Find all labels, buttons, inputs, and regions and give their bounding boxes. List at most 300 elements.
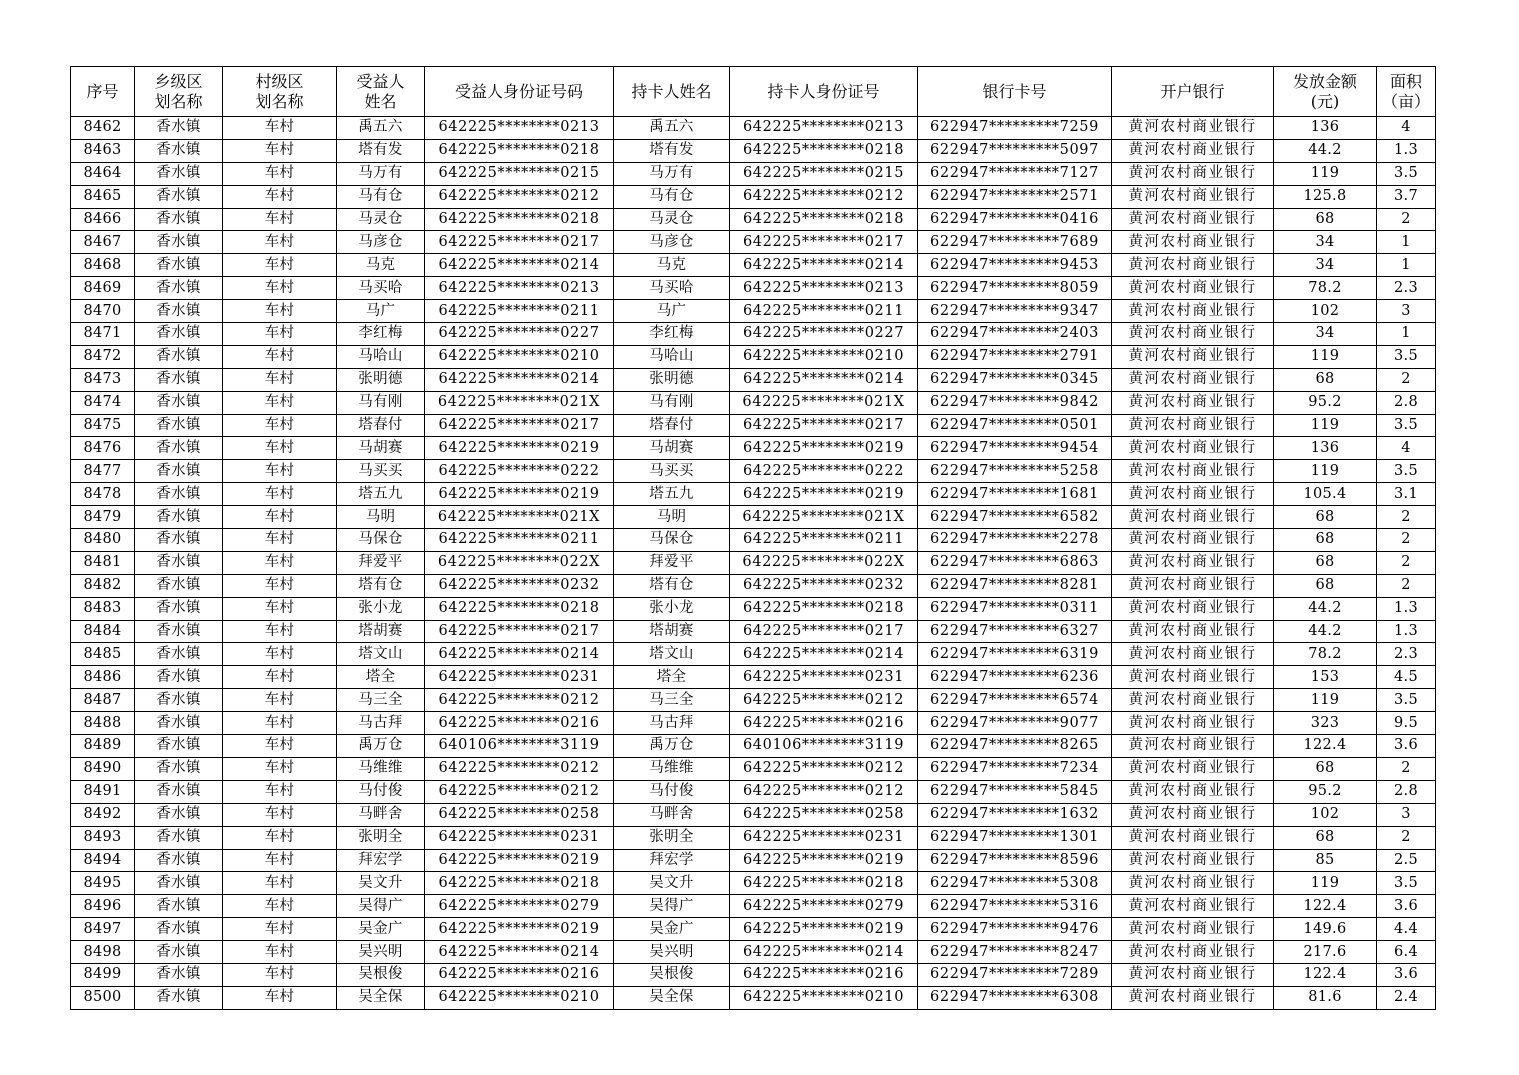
area-cell: 2.8 bbox=[1377, 391, 1436, 414]
bank-card-cell: 622947*********1632 bbox=[918, 803, 1112, 826]
area-cell: 9.5 bbox=[1377, 712, 1436, 735]
cardholder-name-cell: 张小龙 bbox=[614, 597, 730, 620]
table-row bbox=[71, 551, 1436, 574]
township-cell: 香水镇 bbox=[135, 574, 223, 597]
beneficiary-id-cell: 642225********0211 bbox=[425, 300, 614, 323]
table-row bbox=[71, 780, 1436, 803]
serial-no-cell: 8486 bbox=[71, 666, 135, 689]
cardholder-name-cell: 塔春付 bbox=[614, 414, 730, 437]
cardholder-name-cell: 塔有仓 bbox=[614, 574, 730, 597]
bank-name-cell: 黄河农村商业银行 bbox=[1112, 437, 1274, 460]
beneficiary-id-cell: 642225********0219 bbox=[425, 483, 614, 506]
beneficiary-name-cell: 吴金广 bbox=[337, 918, 425, 941]
village-cell: 车村 bbox=[223, 300, 337, 323]
cardholder-id-cell: 642225********0215 bbox=[730, 162, 918, 185]
serial-no-cell: 8494 bbox=[71, 849, 135, 872]
village-cell: 车村 bbox=[223, 162, 337, 185]
bank-name-cell: 黄河农村商业银行 bbox=[1112, 277, 1274, 300]
bank-card-cell: 622947*********6582 bbox=[918, 506, 1112, 529]
amount-cell: 68 bbox=[1274, 826, 1377, 849]
cardholder-id-cell: 642225********0214 bbox=[730, 254, 918, 277]
bank-name-cell: 黄河农村商业银行 bbox=[1112, 185, 1274, 208]
village-cell: 车村 bbox=[223, 231, 337, 254]
beneficiary-id-cell: 642225********0212 bbox=[425, 185, 614, 208]
table-header bbox=[71, 67, 1436, 117]
amount-cell: 34 bbox=[1274, 254, 1377, 277]
table-row bbox=[71, 872, 1436, 895]
beneficiary-id-cell: 642225********0258 bbox=[425, 803, 614, 826]
cardholder-id-cell: 642225********0211 bbox=[730, 300, 918, 323]
bank-card-cell: 622947*********6236 bbox=[918, 666, 1112, 689]
beneficiary-id-cell: 642225********021X bbox=[425, 391, 614, 414]
column-header-line: 村级区 bbox=[255, 71, 304, 91]
column-header-line: 姓名 bbox=[364, 91, 397, 111]
column-header-line: 开户银行 bbox=[1160, 81, 1225, 101]
township-cell: 香水镇 bbox=[135, 986, 223, 1009]
cardholder-name-cell: 马克 bbox=[614, 254, 730, 277]
cardholder-name-cell: 马古拜 bbox=[614, 712, 730, 735]
serial-no-cell: 8480 bbox=[71, 529, 135, 552]
township-cell: 香水镇 bbox=[135, 551, 223, 574]
area-cell: 2.5 bbox=[1377, 849, 1436, 872]
serial-no-cell: 8499 bbox=[71, 963, 135, 986]
table-row bbox=[71, 620, 1436, 643]
cardholder-id-cell: 642225********0222 bbox=[730, 460, 918, 483]
cardholder-id-cell: 642225********0218 bbox=[730, 208, 918, 231]
area-cell: 4 bbox=[1377, 437, 1436, 460]
table-row bbox=[71, 345, 1436, 368]
serial-no-cell: 8469 bbox=[71, 277, 135, 300]
table-row bbox=[71, 895, 1436, 918]
cardholder-id-cell: 642225********0279 bbox=[730, 895, 918, 918]
beneficiary-id-cell: 642225********0279 bbox=[425, 895, 614, 918]
amount-cell: 34 bbox=[1274, 323, 1377, 346]
column-header-line: 银行卡号 bbox=[982, 81, 1047, 101]
column-header bbox=[337, 67, 425, 117]
amount-cell: 95.2 bbox=[1274, 780, 1377, 803]
bank-name-cell: 黄河农村商业银行 bbox=[1112, 666, 1274, 689]
cardholder-name-cell: 马广 bbox=[614, 300, 730, 323]
area-cell: 2 bbox=[1377, 208, 1436, 231]
cardholder-name-cell: 吴根俊 bbox=[614, 963, 730, 986]
bank-name-cell: 黄河农村商业银行 bbox=[1112, 872, 1274, 895]
beneficiary-id-cell: 642225********0217 bbox=[425, 231, 614, 254]
bank-card-cell: 622947*********9077 bbox=[918, 712, 1112, 735]
serial-no-cell: 8479 bbox=[71, 506, 135, 529]
village-cell: 车村 bbox=[223, 895, 337, 918]
bank-card-cell: 622947*********7234 bbox=[918, 757, 1112, 780]
area-cell: 4.5 bbox=[1377, 666, 1436, 689]
amount-cell: 122.4 bbox=[1274, 895, 1377, 918]
area-cell: 3 bbox=[1377, 803, 1436, 826]
serial-no-cell: 8464 bbox=[71, 162, 135, 185]
bank-name-cell: 黄河农村商业银行 bbox=[1112, 849, 1274, 872]
township-cell: 香水镇 bbox=[135, 437, 223, 460]
amount-cell: 119 bbox=[1274, 689, 1377, 712]
village-cell: 车村 bbox=[223, 826, 337, 849]
cardholder-id-cell: 642225********0231 bbox=[730, 666, 918, 689]
cardholder-name-cell: 马付俊 bbox=[614, 780, 730, 803]
cardholder-name-cell: 拜宏学 bbox=[614, 849, 730, 872]
bank-name-cell: 黄河农村商业银行 bbox=[1112, 803, 1274, 826]
beneficiary-name-cell: 吴兴明 bbox=[337, 941, 425, 964]
village-cell: 车村 bbox=[223, 780, 337, 803]
serial-no-cell: 8496 bbox=[71, 895, 135, 918]
cardholder-id-cell: 642225********0212 bbox=[730, 689, 918, 712]
area-cell: 2.3 bbox=[1377, 277, 1436, 300]
beneficiary-name-cell: 吴根俊 bbox=[337, 963, 425, 986]
beneficiary-id-cell: 642225********0222 bbox=[425, 460, 614, 483]
area-cell: 2 bbox=[1377, 368, 1436, 391]
village-cell: 车村 bbox=[223, 574, 337, 597]
cardholder-id-cell: 642225********0213 bbox=[730, 277, 918, 300]
beneficiary-name-cell: 张明德 bbox=[337, 368, 425, 391]
bank-card-cell: 622947*********6574 bbox=[918, 689, 1112, 712]
serial-no-cell: 8484 bbox=[71, 620, 135, 643]
beneficiary-name-cell: 马克 bbox=[337, 254, 425, 277]
area-cell: 3.7 bbox=[1377, 185, 1436, 208]
table-row bbox=[71, 231, 1436, 254]
beneficiary-name-cell: 张小龙 bbox=[337, 597, 425, 620]
column-header-line: 乡级区 bbox=[154, 71, 203, 91]
bank-name-cell: 黄河农村商业银行 bbox=[1112, 483, 1274, 506]
bank-card-cell: 622947*********5845 bbox=[918, 780, 1112, 803]
header-row bbox=[71, 67, 1436, 117]
amount-cell: 125.8 bbox=[1274, 185, 1377, 208]
bank-card-cell: 622947*********8265 bbox=[918, 735, 1112, 758]
amount-cell: 119 bbox=[1274, 872, 1377, 895]
township-cell: 香水镇 bbox=[135, 277, 223, 300]
cardholder-id-cell: 642225********0214 bbox=[730, 643, 918, 666]
area-cell: 1.3 bbox=[1377, 597, 1436, 620]
bank-card-cell: 622947*********7127 bbox=[918, 162, 1112, 185]
beneficiary-id-cell: 642225********0212 bbox=[425, 780, 614, 803]
column-header bbox=[135, 67, 223, 117]
township-cell: 香水镇 bbox=[135, 780, 223, 803]
beneficiary-name-cell: 马畔舍 bbox=[337, 803, 425, 826]
cardholder-name-cell: 塔五九 bbox=[614, 483, 730, 506]
beneficiary-name-cell: 吴文升 bbox=[337, 872, 425, 895]
table-row bbox=[71, 918, 1436, 941]
township-cell: 香水镇 bbox=[135, 620, 223, 643]
beneficiary-id-cell: 642225********0216 bbox=[425, 963, 614, 986]
table-row bbox=[71, 414, 1436, 437]
bank-card-cell: 622947*********8281 bbox=[918, 574, 1112, 597]
cardholder-id-cell: 642225********0217 bbox=[730, 620, 918, 643]
area-cell: 1.3 bbox=[1377, 620, 1436, 643]
area-cell: 2 bbox=[1377, 529, 1436, 552]
serial-no-cell: 8478 bbox=[71, 483, 135, 506]
serial-no-cell: 8474 bbox=[71, 391, 135, 414]
area-cell: 3.6 bbox=[1377, 963, 1436, 986]
cardholder-name-cell: 塔胡赛 bbox=[614, 620, 730, 643]
bank-card-cell: 622947*********2278 bbox=[918, 529, 1112, 552]
column-header bbox=[1112, 67, 1274, 117]
bank-name-cell: 黄河农村商业银行 bbox=[1112, 826, 1274, 849]
table-row bbox=[71, 963, 1436, 986]
area-cell: 6.4 bbox=[1377, 941, 1436, 964]
beneficiary-id-cell: 642225********0212 bbox=[425, 757, 614, 780]
table-row bbox=[71, 757, 1436, 780]
village-cell: 车村 bbox=[223, 872, 337, 895]
cardholder-id-cell: 642225********0216 bbox=[730, 712, 918, 735]
township-cell: 香水镇 bbox=[135, 597, 223, 620]
beneficiary-name-cell: 马万有 bbox=[337, 162, 425, 185]
serial-no-cell: 8476 bbox=[71, 437, 135, 460]
cardholder-name-cell: 马保仓 bbox=[614, 529, 730, 552]
bank-name-cell: 黄河农村商业银行 bbox=[1112, 620, 1274, 643]
village-cell: 车村 bbox=[223, 963, 337, 986]
beneficiary-id-cell: 642225********0213 bbox=[425, 277, 614, 300]
township-cell: 香水镇 bbox=[135, 872, 223, 895]
cardholder-id-cell: 642225********021X bbox=[730, 391, 918, 414]
table-row bbox=[71, 941, 1436, 964]
column-header-line: 序号 bbox=[86, 81, 119, 101]
area-cell: 2 bbox=[1377, 826, 1436, 849]
beneficiary-id-cell: 642225********0216 bbox=[425, 712, 614, 735]
bank-card-cell: 622947*********2791 bbox=[918, 345, 1112, 368]
beneficiary-name-cell: 马三全 bbox=[337, 689, 425, 712]
village-cell: 车村 bbox=[223, 941, 337, 964]
amount-cell: 149.6 bbox=[1274, 918, 1377, 941]
township-cell: 香水镇 bbox=[135, 506, 223, 529]
column-header-line: 面积 bbox=[1389, 71, 1422, 91]
cardholder-name-cell: 马明 bbox=[614, 506, 730, 529]
beneficiary-id-cell: 642225********0227 bbox=[425, 323, 614, 346]
table-row bbox=[71, 643, 1436, 666]
table-row bbox=[71, 139, 1436, 162]
bank-name-cell: 黄河农村商业银行 bbox=[1112, 254, 1274, 277]
serial-no-cell: 8491 bbox=[71, 780, 135, 803]
village-cell: 车村 bbox=[223, 414, 337, 437]
cardholder-name-cell: 马三全 bbox=[614, 689, 730, 712]
cardholder-name-cell: 禹五六 bbox=[614, 117, 730, 140]
table-row bbox=[71, 666, 1436, 689]
beneficiary-id-cell: 642225********0218 bbox=[425, 872, 614, 895]
serial-no-cell: 8498 bbox=[71, 941, 135, 964]
area-cell: 3 bbox=[1377, 300, 1436, 323]
beneficiary-name-cell: 塔五九 bbox=[337, 483, 425, 506]
bank-name-cell: 黄河农村商业银行 bbox=[1112, 551, 1274, 574]
beneficiary-name-cell: 李红梅 bbox=[337, 323, 425, 346]
bank-card-cell: 622947*********1301 bbox=[918, 826, 1112, 849]
amount-cell: 323 bbox=[1274, 712, 1377, 735]
table-row bbox=[71, 689, 1436, 712]
beneficiary-id-cell: 642225********0231 bbox=[425, 666, 614, 689]
table-row bbox=[71, 185, 1436, 208]
township-cell: 香水镇 bbox=[135, 895, 223, 918]
table-row bbox=[71, 277, 1436, 300]
serial-no-cell: 8468 bbox=[71, 254, 135, 277]
township-cell: 香水镇 bbox=[135, 117, 223, 140]
bank-name-cell: 黄河农村商业银行 bbox=[1112, 300, 1274, 323]
amount-cell: 85 bbox=[1274, 849, 1377, 872]
village-cell: 车村 bbox=[223, 757, 337, 780]
area-cell: 1 bbox=[1377, 323, 1436, 346]
beneficiary-name-cell: 马有仓 bbox=[337, 185, 425, 208]
cardholder-name-cell: 马有仓 bbox=[614, 185, 730, 208]
area-cell: 3.6 bbox=[1377, 735, 1436, 758]
amount-cell: 68 bbox=[1274, 529, 1377, 552]
serial-no-cell: 8485 bbox=[71, 643, 135, 666]
bank-name-cell: 黄河农村商业银行 bbox=[1112, 643, 1274, 666]
table-row bbox=[71, 849, 1436, 872]
beneficiary-name-cell: 马彦仓 bbox=[337, 231, 425, 254]
beneficiary-name-cell: 马有刚 bbox=[337, 391, 425, 414]
bank-name-cell: 黄河农村商业银行 bbox=[1112, 963, 1274, 986]
cardholder-name-cell: 马维维 bbox=[614, 757, 730, 780]
beneficiary-name-cell: 马付俊 bbox=[337, 780, 425, 803]
bank-name-cell: 黄河农村商业银行 bbox=[1112, 323, 1274, 346]
beneficiary-name-cell: 马保仓 bbox=[337, 529, 425, 552]
township-cell: 香水镇 bbox=[135, 300, 223, 323]
beneficiary-id-cell: 642225********0214 bbox=[425, 643, 614, 666]
beneficiary-name-cell: 马胡赛 bbox=[337, 437, 425, 460]
bank-name-cell: 黄河农村商业银行 bbox=[1112, 895, 1274, 918]
column-header bbox=[918, 67, 1112, 117]
cardholder-name-cell: 马哈山 bbox=[614, 345, 730, 368]
village-cell: 车村 bbox=[223, 139, 337, 162]
serial-no-cell: 8481 bbox=[71, 551, 135, 574]
cardholder-id-cell: 642225********0211 bbox=[730, 529, 918, 552]
bank-name-cell: 黄河农村商业银行 bbox=[1112, 689, 1274, 712]
bank-name-cell: 黄河农村商业银行 bbox=[1112, 162, 1274, 185]
cardholder-id-cell: 642225********0218 bbox=[730, 139, 918, 162]
beneficiary-id-cell: 642225********022X bbox=[425, 551, 614, 574]
bank-name-cell: 黄河农村商业银行 bbox=[1112, 712, 1274, 735]
cardholder-id-cell: 642225********0212 bbox=[730, 757, 918, 780]
cardholder-id-cell: 642225********0227 bbox=[730, 323, 918, 346]
cardholder-name-cell: 吴兴明 bbox=[614, 941, 730, 964]
village-cell: 车村 bbox=[223, 666, 337, 689]
bank-card-cell: 622947*********7689 bbox=[918, 231, 1112, 254]
amount-cell: 68 bbox=[1274, 574, 1377, 597]
beneficiary-id-cell: 642225********0218 bbox=[425, 597, 614, 620]
cardholder-id-cell: 642225********0231 bbox=[730, 826, 918, 849]
area-cell: 2 bbox=[1377, 551, 1436, 574]
subsidy-distribution-table bbox=[70, 66, 1436, 1010]
village-cell: 车村 bbox=[223, 597, 337, 620]
amount-cell: 68 bbox=[1274, 506, 1377, 529]
village-cell: 车村 bbox=[223, 986, 337, 1009]
beneficiary-id-cell: 642225********0218 bbox=[425, 139, 614, 162]
beneficiary-id-cell: 642225********0219 bbox=[425, 849, 614, 872]
amount-cell: 122.4 bbox=[1274, 963, 1377, 986]
column-header bbox=[71, 67, 135, 117]
cardholder-name-cell: 张明全 bbox=[614, 826, 730, 849]
amount-cell: 81.6 bbox=[1274, 986, 1377, 1009]
beneficiary-name-cell: 拜宏学 bbox=[337, 849, 425, 872]
column-header-line: （亩） bbox=[1381, 91, 1430, 111]
beneficiary-name-cell: 塔全 bbox=[337, 666, 425, 689]
table-row bbox=[71, 254, 1436, 277]
beneficiary-id-cell: 642225********0211 bbox=[425, 529, 614, 552]
cardholder-name-cell: 马胡赛 bbox=[614, 437, 730, 460]
amount-cell: 119 bbox=[1274, 162, 1377, 185]
township-cell: 香水镇 bbox=[135, 345, 223, 368]
beneficiary-name-cell: 塔胡赛 bbox=[337, 620, 425, 643]
township-cell: 香水镇 bbox=[135, 483, 223, 506]
amount-cell: 122.4 bbox=[1274, 735, 1377, 758]
beneficiary-name-cell: 塔有仓 bbox=[337, 574, 425, 597]
village-cell: 车村 bbox=[223, 185, 337, 208]
village-cell: 车村 bbox=[223, 735, 337, 758]
serial-no-cell: 8471 bbox=[71, 323, 135, 346]
cardholder-id-cell: 642225********0217 bbox=[730, 414, 918, 437]
amount-cell: 153 bbox=[1274, 666, 1377, 689]
beneficiary-name-cell: 禹五六 bbox=[337, 117, 425, 140]
bank-card-cell: 622947*********8247 bbox=[918, 941, 1112, 964]
bank-name-cell: 黄河农村商业银行 bbox=[1112, 414, 1274, 437]
table-row bbox=[71, 986, 1436, 1009]
amount-cell: 136 bbox=[1274, 117, 1377, 140]
bank-card-cell: 622947*********9453 bbox=[918, 254, 1112, 277]
bank-name-cell: 黄河农村商业银行 bbox=[1112, 391, 1274, 414]
bank-card-cell: 622947*********0416 bbox=[918, 208, 1112, 231]
area-cell: 1 bbox=[1377, 254, 1436, 277]
township-cell: 香水镇 bbox=[135, 208, 223, 231]
serial-no-cell: 8463 bbox=[71, 139, 135, 162]
serial-no-cell: 8487 bbox=[71, 689, 135, 712]
village-cell: 车村 bbox=[223, 391, 337, 414]
township-cell: 香水镇 bbox=[135, 643, 223, 666]
beneficiary-name-cell: 塔有发 bbox=[337, 139, 425, 162]
table-row bbox=[71, 826, 1436, 849]
township-cell: 香水镇 bbox=[135, 185, 223, 208]
table-body bbox=[71, 117, 1436, 1010]
table-row bbox=[71, 529, 1436, 552]
serial-no-cell: 8493 bbox=[71, 826, 135, 849]
column-header-line: 持卡人姓名 bbox=[631, 81, 712, 101]
beneficiary-id-cell: 642225********0213 bbox=[425, 117, 614, 140]
bank-card-cell: 622947*********0311 bbox=[918, 597, 1112, 620]
bank-name-cell: 黄河农村商业银行 bbox=[1112, 506, 1274, 529]
area-cell: 3.5 bbox=[1377, 872, 1436, 895]
table-row bbox=[71, 300, 1436, 323]
bank-card-cell: 622947*********6327 bbox=[918, 620, 1112, 643]
amount-cell: 34 bbox=[1274, 231, 1377, 254]
amount-cell: 68 bbox=[1274, 551, 1377, 574]
cardholder-id-cell: 642225********0212 bbox=[730, 780, 918, 803]
bank-card-cell: 622947*********9842 bbox=[918, 391, 1112, 414]
serial-no-cell: 8472 bbox=[71, 345, 135, 368]
area-cell: 2 bbox=[1377, 574, 1436, 597]
table-row bbox=[71, 391, 1436, 414]
beneficiary-id-cell: 642225********0218 bbox=[425, 208, 614, 231]
column-header-line: 划名称 bbox=[255, 91, 304, 111]
amount-cell: 68 bbox=[1274, 208, 1377, 231]
beneficiary-name-cell: 马明 bbox=[337, 506, 425, 529]
cardholder-name-cell: 马有刚 bbox=[614, 391, 730, 414]
beneficiary-id-cell: 642225********0219 bbox=[425, 437, 614, 460]
village-cell: 车村 bbox=[223, 712, 337, 735]
serial-no-cell: 8489 bbox=[71, 735, 135, 758]
bank-name-cell: 黄河农村商业银行 bbox=[1112, 597, 1274, 620]
beneficiary-id-cell: 642225********0215 bbox=[425, 162, 614, 185]
township-cell: 香水镇 bbox=[135, 712, 223, 735]
bank-card-cell: 622947*********2571 bbox=[918, 185, 1112, 208]
beneficiary-id-cell: 642225********021X bbox=[425, 506, 614, 529]
table-row bbox=[71, 597, 1436, 620]
village-cell: 车村 bbox=[223, 208, 337, 231]
cardholder-id-cell: 642225********0219 bbox=[730, 483, 918, 506]
beneficiary-name-cell: 马买哈 bbox=[337, 277, 425, 300]
amount-cell: 68 bbox=[1274, 368, 1377, 391]
bank-card-cell: 622947*********6308 bbox=[918, 986, 1112, 1009]
cardholder-id-cell: 642225********0214 bbox=[730, 368, 918, 391]
beneficiary-id-cell: 642225********0212 bbox=[425, 689, 614, 712]
table-row bbox=[71, 803, 1436, 826]
